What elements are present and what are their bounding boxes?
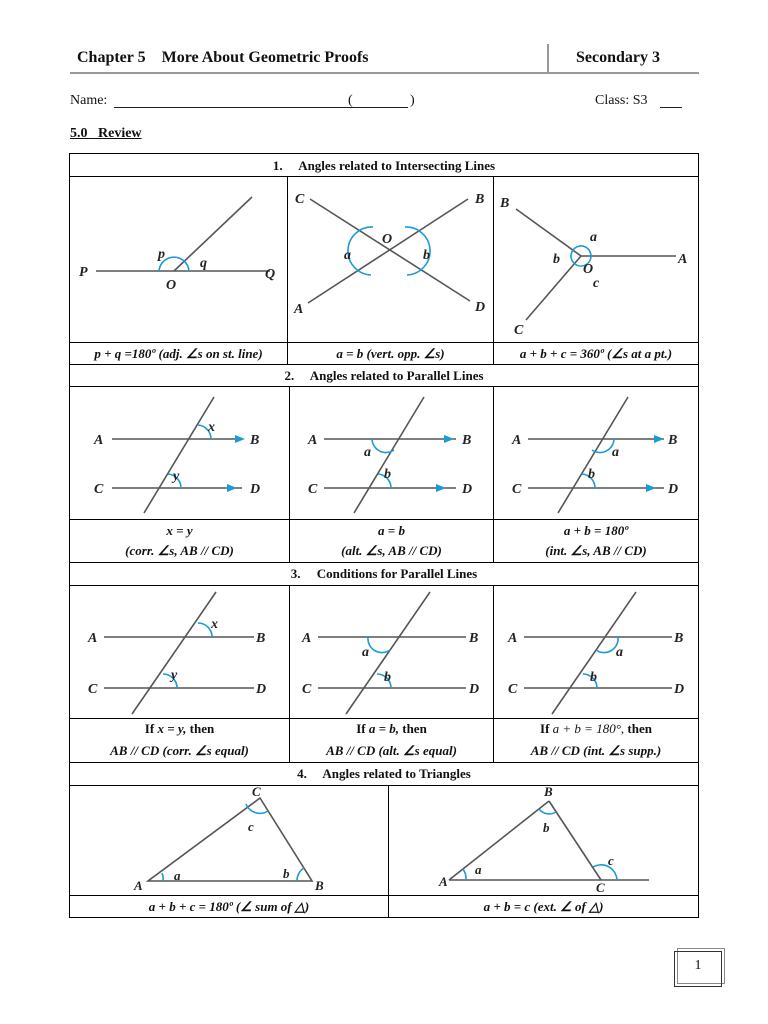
section-2-heading: 2. Angles related to Parallel Lines (284, 368, 484, 383)
section-1-heading: 1. Angles related to Intersecting Lines (272, 158, 496, 173)
caption-alt-condition-line1 (290, 721, 493, 737)
point-label: A (512, 433, 522, 448)
point-label: A (308, 433, 318, 448)
row-divider (69, 562, 699, 563)
caption-vertical-angles: a = b (vert. opp. ∠s) (336, 346, 445, 361)
caption-corr-reason: (corr. ∠s, AB // CD) (125, 543, 234, 558)
section-3-heading: 3. Conditions for Parallel Lines (290, 566, 478, 581)
angle-label: a (475, 862, 482, 877)
point-label: C (596, 880, 605, 895)
point-label: Q (265, 267, 276, 282)
angle-a-arc (573, 246, 591, 256)
int-condition-diagram (494, 586, 698, 718)
angles-at-point-diagram (494, 177, 698, 342)
point-label: A (508, 631, 518, 646)
class-label: Class: S3 (595, 93, 648, 108)
angle-label: y (173, 469, 180, 484)
angle-label: a (174, 868, 181, 883)
point-label: O (583, 262, 594, 277)
angle-a-arc (368, 637, 390, 653)
angle-label: a (344, 248, 351, 263)
parallel-arrow (227, 484, 237, 492)
point-label: C (88, 682, 98, 697)
row-divider (69, 519, 699, 520)
corr-condition-diagram (70, 586, 289, 718)
angle-label: b (590, 670, 597, 685)
point-label: C (302, 682, 312, 697)
caption-alt-condition-line2: AB // CD (alt. ∠s equal) (326, 743, 457, 758)
point-label: B (256, 631, 266, 646)
point-label: A (294, 302, 304, 317)
point-label: D (250, 482, 261, 497)
caption-angle-sum-triangle: a + b + c = 180º (∠ sum of △) (148, 899, 310, 914)
caption-int-reason: (int. ∠s, AB // CD) (545, 543, 647, 558)
angle-a-arc (348, 227, 373, 275)
if-word: If (356, 721, 366, 736)
point-label: C (94, 482, 104, 497)
name-field[interactable] (114, 107, 408, 108)
row-divider (69, 718, 699, 719)
point-label: B (315, 878, 324, 893)
then-word: then (189, 721, 215, 736)
point-label: B (500, 196, 510, 211)
point-label: B (544, 786, 553, 799)
section-title: 5.0 Review (70, 126, 142, 141)
level-label: Secondary 3 (576, 49, 660, 66)
class-field[interactable] (660, 107, 682, 108)
caption-int-condition-line1 (494, 721, 698, 737)
if-word: If (144, 721, 155, 736)
angle-label: q (200, 256, 207, 271)
interior-angles-diagram (494, 387, 698, 519)
angle-label: b (384, 467, 391, 482)
transversal (132, 592, 216, 714)
vertical-angles-diagram (288, 177, 493, 342)
transversal (346, 592, 430, 714)
angle-label: b (283, 866, 290, 881)
angle-b-arc (539, 809, 556, 814)
parallel-arrow (235, 435, 245, 443)
angle-label: b (553, 252, 560, 267)
header-rule (70, 72, 699, 74)
angle-label: b (543, 820, 550, 835)
triangle-angle-sum-diagram (70, 786, 388, 895)
point-label: B (462, 433, 472, 448)
transversal (552, 592, 636, 714)
alt-condition-diagram (290, 586, 493, 718)
point-label: O (166, 278, 177, 293)
angle-label: c (608, 853, 614, 868)
point-label: D (475, 300, 486, 315)
caption-corr-equation: x = y (166, 523, 193, 538)
name-label: Name: (70, 93, 108, 108)
point-label: O (382, 232, 393, 247)
angle-a-arc (463, 869, 466, 880)
point-label: B (469, 631, 479, 646)
then-word: then (627, 721, 652, 736)
angle-a-arc (162, 873, 163, 881)
angle-x-arc (198, 623, 212, 637)
then-word: then (402, 721, 427, 736)
line-ab (308, 199, 468, 303)
adjacent-angles-diagram (70, 177, 287, 342)
angle-label: x (208, 420, 215, 435)
alternate-angles-diagram (290, 387, 493, 519)
point-label: B (475, 192, 485, 207)
angle-label: b (384, 670, 391, 685)
angle-b-arc (297, 868, 304, 881)
section-4-heading: 4. Angles related to Triangles (297, 766, 471, 781)
angle-label: a (616, 645, 623, 660)
caption-angles-at-point: a + b + c = 360º (∠s at a pt.) (519, 346, 673, 361)
condition-expression: x = y, (157, 721, 187, 736)
parallel-arrow (436, 484, 446, 492)
index-paren-open: ( (348, 93, 353, 108)
point-label: C (308, 482, 318, 497)
angle-q-arc (184, 261, 189, 271)
chapter-title: Chapter 5 More About Geometric Proofs (77, 49, 369, 66)
point-label: C (252, 786, 261, 799)
row-divider (69, 342, 699, 343)
point-label: P (79, 265, 88, 280)
caption-alt-reason: (alt. ∠s, AB // CD) (341, 543, 442, 558)
transversal (144, 397, 214, 513)
point-label: D (462, 482, 473, 497)
point-label: B (668, 433, 678, 448)
point-label: C (514, 323, 524, 338)
point-label: A (439, 874, 448, 889)
caption-corr-condition-line2: AB // CD (corr. ∠s equal) (110, 743, 249, 758)
angle-label: y (171, 668, 178, 683)
angle-label: x (211, 617, 218, 632)
point-label: D (668, 482, 679, 497)
point-label: D (256, 682, 267, 697)
caption-adjacent-angles: p + q =180º (adj. ∠s on st. line) (94, 346, 263, 361)
angle-label: b (588, 467, 595, 482)
point-label: A (88, 631, 98, 646)
condition-expression: a + b = 180°, (552, 721, 625, 736)
angle-label: c (248, 819, 254, 834)
angle-label: a (590, 230, 597, 245)
header-divider (547, 44, 549, 74)
point-label: C (512, 482, 522, 497)
caption-int-equation: a + b = 180º (563, 523, 629, 538)
angle-label: a (362, 645, 369, 660)
point-label: A (134, 878, 143, 893)
index-paren-close: ) (410, 93, 415, 108)
exterior-angle-diagram (389, 786, 698, 895)
row-divider (69, 762, 699, 763)
page-number: 1 (694, 958, 702, 973)
ray-ob (516, 209, 581, 256)
ray-o (174, 197, 252, 271)
point-label: D (674, 682, 685, 697)
point-label: C (508, 682, 518, 697)
corresponding-angles-diagram (70, 387, 289, 519)
side-bc (549, 801, 601, 880)
parallel-arrow (646, 484, 656, 492)
caption-exterior-angle: a + b = c (ext. ∠ of △) (483, 899, 604, 914)
point-label: D (469, 682, 480, 697)
row-divider (69, 364, 699, 365)
if-word: If (540, 721, 550, 736)
point-label: A (678, 252, 688, 267)
point-label: A (94, 433, 104, 448)
point-label: B (674, 631, 684, 646)
parallel-arrow (654, 435, 664, 443)
point-label: B (250, 433, 260, 448)
caption-alt-equation: a = b (378, 523, 405, 538)
angle-label: a (364, 445, 371, 460)
angle-label: p (158, 247, 165, 262)
point-label: C (295, 192, 305, 207)
caption-int-condition-line2: AB // CD (int. ∠s supp.) (530, 743, 662, 758)
angle-label: a (612, 445, 619, 460)
angle-label: b (423, 248, 430, 263)
condition-expression: a = b, (368, 721, 399, 736)
parallel-arrow (444, 435, 454, 443)
angle-label: c (593, 276, 600, 291)
side-ab (449, 801, 549, 880)
angle-a-arc (372, 439, 394, 453)
row-divider (69, 895, 699, 896)
point-label: A (302, 631, 312, 646)
caption-corr-condition-line1 (70, 721, 289, 737)
